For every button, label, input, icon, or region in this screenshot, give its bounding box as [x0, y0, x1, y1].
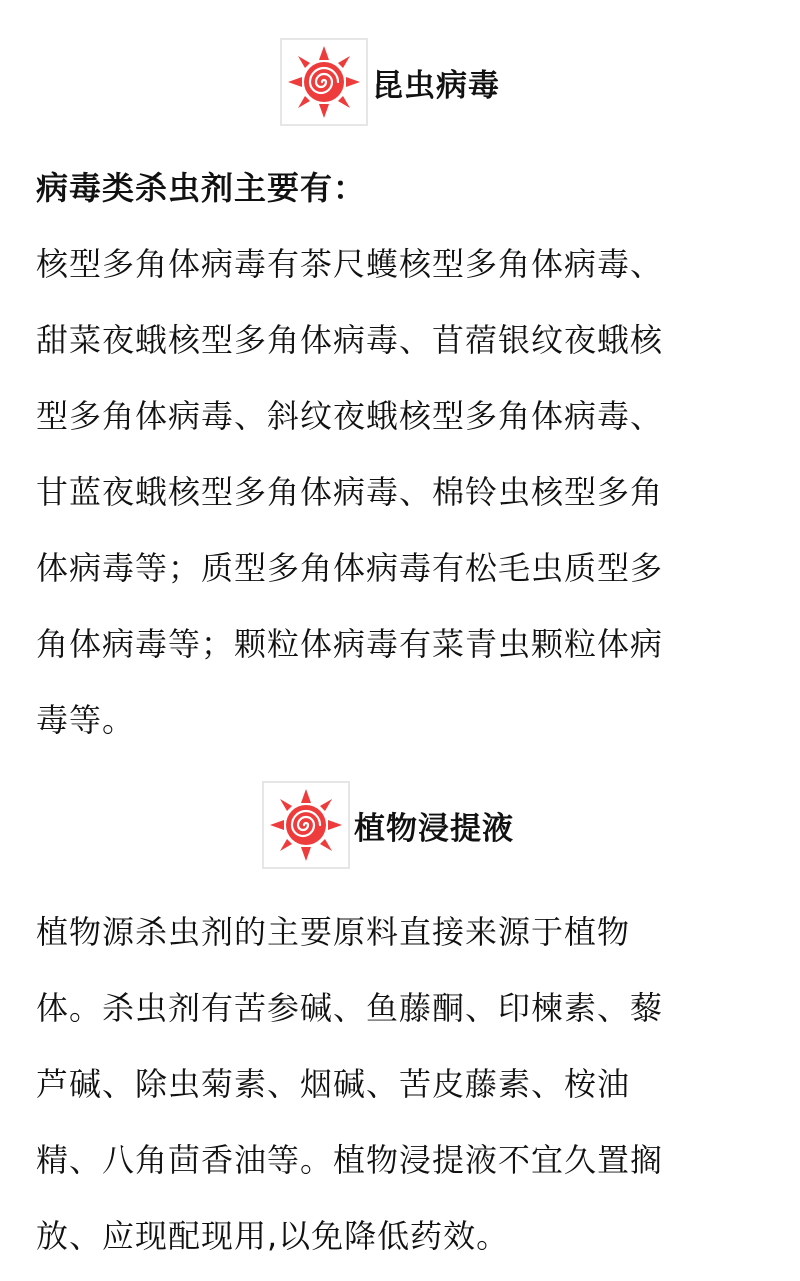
red-sun-spiral-icon [280, 38, 368, 126]
sun-spiral-svg [286, 44, 362, 120]
sun-spiral-svg [268, 787, 344, 863]
section-title: 昆虫病毒 [372, 67, 500, 104]
paragraph-line: 精、八角茴香油等。植物浸提液不宜久置搁 [36, 1141, 664, 1179]
red-sun-spiral-icon [262, 781, 350, 869]
paragraph-line: 植物源杀虫剂的主要原料直接来源于植物 [36, 913, 631, 951]
paragraph-line: 角体病毒等；颗粒体病毒有菜青虫颗粒体病 [36, 625, 664, 663]
paragraph-line: 型多角体病毒、斜纹夜蛾核型多角体病毒、 [36, 397, 664, 435]
paragraph-line: 体。杀虫剂有苦参碱、鱼藤酮、印楝素、藜 [36, 989, 664, 1027]
section-body-insect-virus [36, 150, 766, 758]
paragraph-line: 核型多角体病毒有茶尺蠖核型多角体病毒、 [36, 245, 664, 283]
paragraph-line: 甘蓝夜蛾核型多角体病毒、棉铃虫核型多角 [36, 473, 664, 511]
paragraph-line: 毒等。 [36, 701, 136, 739]
section-heading-plant-extract [262, 781, 514, 869]
section-body-plant-extract [36, 894, 766, 1274]
paragraph-line: 放、应现配现用,以免降低药效。 [36, 1217, 510, 1255]
paragraph-line: 甜菜夜蛾核型多角体病毒、苜蓿银纹夜蛾核 [36, 321, 664, 359]
section-heading-insect-virus [280, 38, 500, 126]
section-title: 植物浸提液 [354, 810, 514, 847]
paragraph-line: 病毒类杀虫剂主要有： [36, 169, 367, 207]
paragraph-line: 芦碱、除虫菊素、烟碱、苦皮藤素、桉油 [36, 1065, 631, 1103]
paragraph-line: 体病毒等；质型多角体病毒有松毛虫质型多 [36, 549, 664, 587]
